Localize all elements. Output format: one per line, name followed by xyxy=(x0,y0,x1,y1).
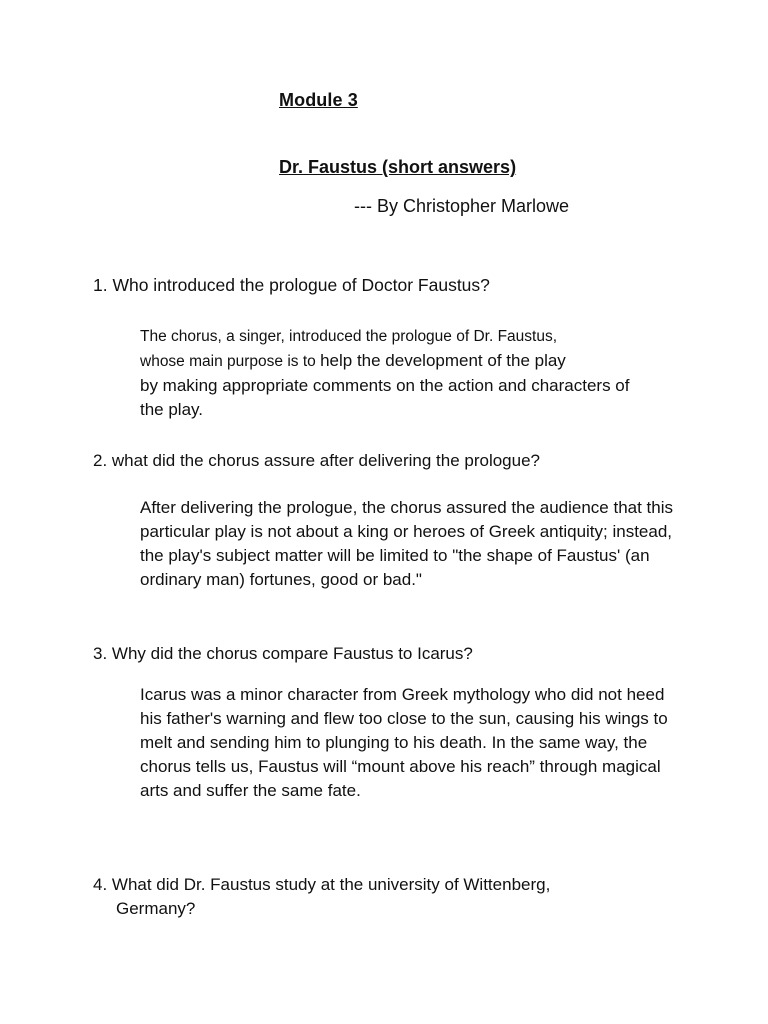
question-3: 3. Why did the chorus compare Faustus to Icarus? xyxy=(93,644,473,663)
answer-2: After delivering the prologue, the chorus assured the audience that this particular play is not about a king or heroes of Greek antiquity; instead, the play's subject matter will be limited to "the shape of Faustus' (an ordinary man) fortunes, good or bad." xyxy=(140,498,674,589)
document-title: Dr. Faustus (short answers) xyxy=(279,157,517,177)
question-4-line-2: Germany? xyxy=(116,899,196,918)
question-4-line-1: 4. What did Dr. Faustus study at the university of Wittenberg, xyxy=(93,875,551,894)
answer-1 xyxy=(140,324,685,422)
document-author: --- By Christopher Marlowe xyxy=(354,196,570,216)
answer-1-line-2b: help the development of the play xyxy=(320,351,566,370)
answer-1-line-1: The chorus, a singer, introduced the prologue of Dr. Faustus, xyxy=(140,328,558,345)
question-2: 2. what did the chorus assure after delivering the prologue? xyxy=(93,451,540,470)
module-heading: Module 3 xyxy=(279,90,358,110)
answer-3: Icarus was a minor character from Greek mythology who did not heed his father's warning and flew too close to the sun, causing his wings to melt and sending him to plunging to his death. In the same way, the chorus tells us, Faustus will “mount above his reach” through magical arts and suffer the same fate. xyxy=(140,685,668,800)
answer-1-line-2a: whose main purpose is to xyxy=(140,353,321,370)
question-1: 1. Who introduced the prologue of Doctor Faustus? xyxy=(93,275,490,295)
answer-1-rest: by making appropriate comments on the action and characters of the play. xyxy=(140,376,630,419)
question-4 xyxy=(93,873,693,921)
